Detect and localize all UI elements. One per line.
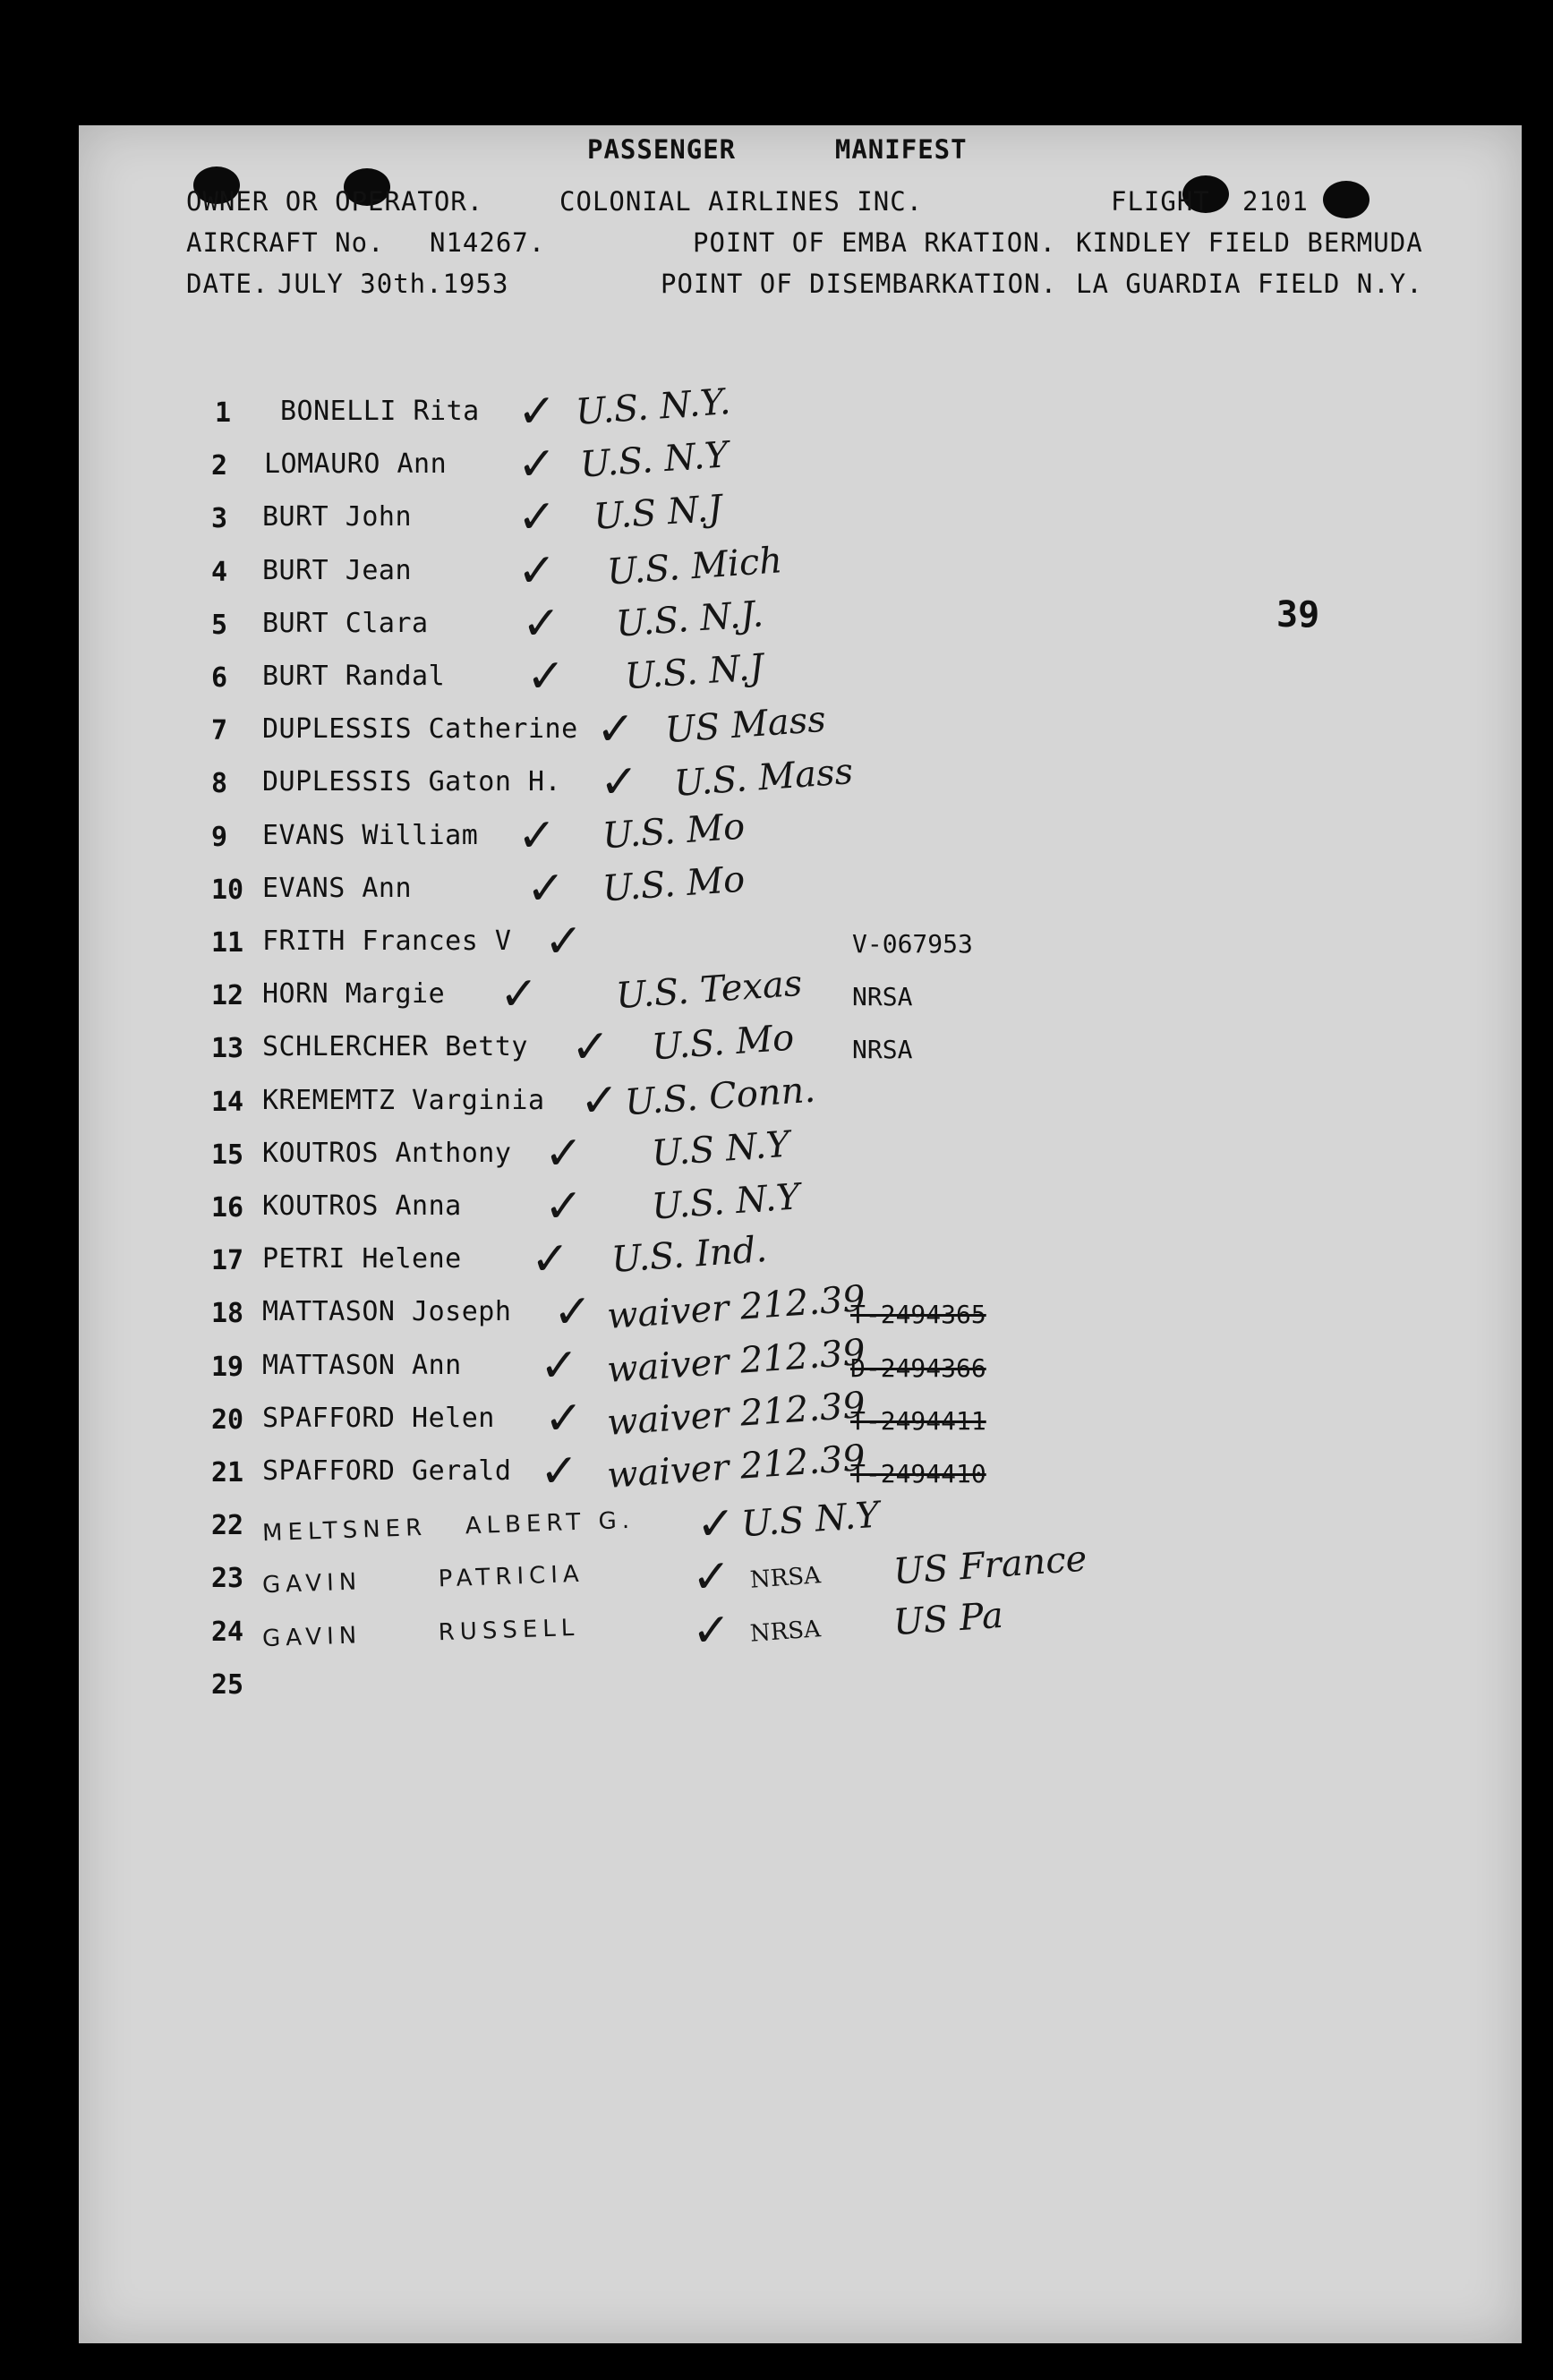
passenger-name: SPAFFORD Gerald	[262, 1455, 512, 1487]
owner-label: OWNER OR OPERATOR.	[186, 186, 484, 217]
row-number: 13	[211, 1033, 244, 1064]
date-label: DATE.	[186, 269, 269, 299]
document-number: D-2494366	[850, 1353, 986, 1383]
document-number: T-2494410	[850, 1459, 986, 1489]
document-number: T-2494411	[850, 1406, 986, 1436]
table-row	[79, 698, 1522, 760]
row-number: 10	[211, 874, 244, 906]
row-number: 7	[211, 715, 228, 746]
row-number: 2	[211, 450, 228, 482]
aircraft-label: AIRCRAFT No.	[186, 227, 385, 258]
passenger-name: SPAFFORD Helen	[262, 1403, 495, 1434]
checkmark-icon: ✓	[692, 1550, 731, 1604]
passenger-name: SCHLERCHER Betty	[262, 1031, 528, 1062]
table-row	[79, 488, 1522, 548]
row-number: 24	[211, 1617, 244, 1648]
row-number: 5	[211, 610, 228, 641]
handwritten-note: U.S. Mich	[605, 540, 784, 593]
checkmark-icon: ✓	[517, 544, 557, 598]
handwritten-note: waiver 212.39	[605, 1437, 867, 1497]
passenger-name: EVANS William	[262, 820, 479, 851]
checkmark-icon: ✓	[544, 1392, 584, 1446]
passenger-name: DUPLESSIS Catherine	[262, 713, 578, 745]
flight-label: FLIGHT	[1111, 186, 1210, 217]
checkmark-icon: ✓	[596, 703, 636, 756]
embarkation-label: POINT OF EMBA RKATION.	[693, 227, 1057, 258]
table-row	[79, 751, 1522, 813]
passenger-name: BURT Clara	[262, 608, 429, 639]
handwritten-note: U.S N.Y	[650, 1123, 791, 1175]
passenger-name: FRITH Frances V	[262, 926, 512, 957]
passenger-name: LOMAURO Ann	[264, 448, 448, 480]
handwritten-note: U.S. Mo	[601, 806, 747, 857]
table-row	[79, 1437, 1522, 1502]
checkmark-icon: ✓	[517, 438, 557, 491]
passenger-name: DUPLESSIS Gaton H.	[262, 766, 562, 798]
date-value: JULY 30th.1953	[277, 269, 509, 299]
handwritten-destination: US France	[892, 1538, 1088, 1593]
checkmark-icon: ✓	[580, 1074, 619, 1128]
document-number: NRSA	[852, 982, 913, 1011]
table-row	[79, 1494, 1522, 1555]
handwritten-note: U.S. Mo	[650, 1017, 796, 1069]
row-number: 6	[211, 662, 228, 694]
checkmark-icon: ✓	[544, 1180, 584, 1233]
handwritten-note: U.S. Mo	[601, 858, 747, 910]
row-number: 20	[211, 1404, 244, 1436]
handwritten-note: waiver 212.39	[605, 1277, 867, 1338]
table-row	[79, 593, 1522, 654]
row-number: 17	[211, 1245, 244, 1276]
table-row	[79, 1069, 1522, 1131]
table-row	[79, 806, 1522, 866]
row-number: 9	[211, 822, 228, 853]
passenger-name: MATTASON Joseph	[262, 1296, 512, 1327]
row-number: 21	[211, 1457, 244, 1489]
passenger-name: MELTSNER ALBERT G.	[261, 1506, 636, 1548]
row-number: 15	[211, 1139, 244, 1171]
handwritten-note: US Mass	[663, 698, 828, 752]
row-number: 23	[211, 1563, 244, 1594]
row-number: 12	[211, 980, 244, 1011]
row-number: 4	[211, 557, 228, 588]
punch-hole-4	[1323, 181, 1370, 218]
table-row	[79, 646, 1522, 707]
row-number: 25	[211, 1669, 244, 1701]
handwritten-note: U.S N.Y	[739, 1494, 881, 1546]
row-number: 1	[215, 397, 232, 429]
document-number: NRSA	[852, 1035, 913, 1064]
passenger-name: GAVIN PATRICIA	[261, 1560, 585, 1599]
passenger-name: BONELLI Rita	[280, 396, 480, 427]
handwritten-note: U.S. N.Y.	[574, 381, 732, 433]
passenger-name: HORN Margie	[262, 978, 446, 1010]
disembarkation-value: LA GUARDIA FIELD N.Y.	[1076, 269, 1423, 299]
checkmark-icon: ✓	[540, 1339, 579, 1393]
manifest-sheet	[79, 125, 1522, 2343]
document-number: T-2494365	[850, 1300, 986, 1329]
checkmark-icon: ✓	[600, 755, 639, 809]
handwritten-note: NRSA	[749, 1616, 822, 1648]
flight-value: 2101	[1242, 186, 1309, 217]
checkmark-icon: ✓	[522, 597, 561, 651]
table-row	[79, 1664, 1522, 1714]
checkmark-icon: ✓	[499, 968, 539, 1021]
handwritten-note: U.S. Ind.	[610, 1228, 769, 1282]
table-row	[79, 1176, 1522, 1237]
checkmark-icon: ✓	[526, 650, 566, 704]
handwritten-note: U.S. N.J	[623, 646, 765, 698]
row-number: 8	[211, 768, 228, 799]
handwritten-note: U.S N.J	[592, 488, 724, 538]
handwritten-note: waiver 212.39	[605, 1331, 867, 1392]
checkmark-icon: ✓	[540, 1445, 579, 1498]
passenger-name: BURT John	[262, 501, 413, 533]
row-number: 3	[211, 503, 228, 534]
passenger-name: BURT Jean	[262, 555, 413, 586]
checkmark-icon: ✓	[553, 1285, 593, 1339]
handwritten-note: U.S. Mass	[672, 751, 855, 805]
row-number: 16	[211, 1192, 244, 1224]
table-row	[79, 1123, 1522, 1184]
passenger-name: EVANS Ann	[262, 873, 413, 904]
embarkation-value: KINDLEY FIELD BERMUDA	[1076, 227, 1423, 258]
row-number: 18	[211, 1298, 244, 1329]
table-row	[79, 858, 1522, 919]
table-row	[79, 540, 1522, 601]
table-row	[79, 1594, 1522, 1661]
checkmark-icon: ✓	[692, 1604, 731, 1658]
passenger-name: GAVIN RUSSELL	[261, 1614, 580, 1653]
handwritten-note: U.S. N.J.	[614, 593, 765, 645]
aircraft-value: N14267.	[430, 227, 546, 258]
checkmark-icon: ✓	[544, 1127, 584, 1181]
owner-value: COLONIAL AIRLINES INC.	[559, 186, 924, 217]
checkmark-icon: ✓	[517, 491, 557, 544]
passenger-name: KOUTROS Anna	[262, 1190, 462, 1222]
checkmark-icon: ✓	[696, 1497, 736, 1551]
passenger-name: KREMEMTZ Varginia	[262, 1085, 545, 1116]
handwritten-note: NRSA	[749, 1562, 822, 1594]
passenger-name: MATTASON Ann	[262, 1350, 462, 1381]
passenger-name: PETRI Helene	[262, 1243, 462, 1275]
row-number: 19	[211, 1352, 244, 1383]
handwritten-note: U.S. N.Y	[650, 1176, 802, 1228]
row-number: 14	[211, 1087, 244, 1118]
checkmark-icon: ✓	[571, 1020, 610, 1074]
passenger-name: KOUTROS Anthony	[262, 1138, 512, 1169]
row-number: 22	[211, 1510, 244, 1541]
handwritten-note: U.S. N.Y	[578, 434, 730, 486]
checkmark-icon: ✓	[544, 915, 584, 968]
table-row	[79, 962, 1522, 1025]
passenger-name: BURT Randal	[262, 661, 446, 692]
checkmark-icon: ✓	[526, 862, 566, 916]
table-row	[79, 381, 1522, 442]
table-row	[79, 1277, 1522, 1343]
disembarkation-label: POINT OF DISEMBARKATION.	[661, 269, 1058, 299]
manifest-title: PASSENGER MANIFEST	[587, 134, 968, 165]
document-number: V-067953	[852, 929, 973, 959]
checkmark-icon: ✓	[531, 1233, 570, 1286]
handwritten-note: U.S. Conn.	[623, 1069, 817, 1124]
handwritten-note: U.S. Texas	[614, 962, 804, 1018]
handwritten-destination: US Pa	[892, 1594, 1005, 1644]
handwritten-note: waiver 212.39	[605, 1384, 867, 1445]
table-row	[79, 1538, 1522, 1608]
table-row	[79, 434, 1522, 495]
checkmark-icon: ✓	[517, 809, 557, 863]
row-number: 11	[211, 927, 244, 959]
checkmark-icon: ✓	[517, 385, 557, 439]
page-mark: 39	[1276, 594, 1320, 636]
